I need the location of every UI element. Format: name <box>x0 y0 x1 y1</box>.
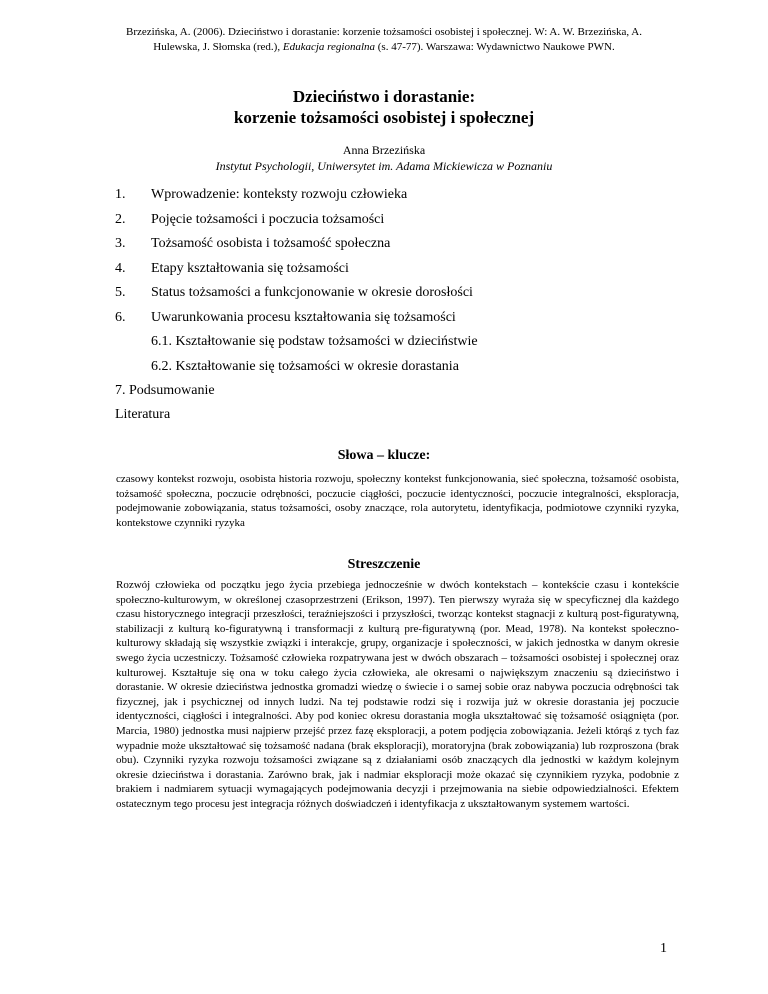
toc-subitem-6-1: 6.1. Kształtowanie się podstaw tożsamości w dzieciństwie <box>151 334 478 349</box>
keywords-text: czasowy kontekst rozwoju, osobista historia rozwoju, społeczny kontekst funkcjonowania, sieć społeczna, tożsamość osobista, tożsamość społeczna, poczucie odrębności, poczucie ciągłości, poczucie identyczności, poczucie integralności, eksploracja, podejmowanie zobowiązania, status tożsamości, osoby znaczące, rola autorytetu, identyfikacja, podmiotowe czynniki ryzyka, kontekstowe czynniki ryzyka <box>116 473 679 529</box>
author-name: Anna Brzezińska <box>342 143 426 157</box>
toc-literature: Literatura <box>115 407 171 422</box>
toc-item-text: Etapy kształtowania się tożsamości <box>151 261 349 276</box>
page-number: 1 <box>660 941 667 956</box>
abstract-text: Rozwój człowieka od początku jego życia przebiega jednocześnie w dwóch kontekstach – kontekście czasu i kontekście społeczno-kulturowym, w określonej czasoprzestrzeni (Erikson, 1997). Ten pierwszy wyraża się w specyficznej dla każdego czasu historycznego integracji przeszłości, teraźniejszości i przyszłości, tworząc kontekst stagnacji z kulturą post-figuratywną, stabilizacji z kulturą ko-figuratywną i transformacji z kulturą pre-figuratywną (por. Mead, 1978). Na kontekst społeczno-kulturowy składają się wszystkie związki i interakcje, grupy, organizacje i społeczności, w jakich jednostka w danym okresie swego życia uczestniczy. Tożsamość człowieka rozpatrywana jest w dwóch obszarach – tożsamości osobistej i społecznej oraz kulturowej. Kształtuje się ona w toku całego życia człowieka, ale okresami o największym znaczeniu są dzieciństwo i dorastanie. W okresie dzieciństwa jednostka gromadzi wiedzę o świecie i o samej sobie oraz nabywa poczucia odrębności tak fizycznej, jak i psychicznej od innych ludzi. Na tej podstawie rodzi się i rozwija już w okresie dorastania jej poczucie identyczności, ciągłości i integralności. Aby pod koniec okresu dorastania mogła ukształtować się tożsamość osiągnięta (por. Marcia, 1980) jednostka musi najpierw przejść przez fazę eksploracji, a potem podjęcia zobowiązania. Jeżeli którąś z tych faz wypadnie może ukształtować się tożsamość nadana (brak eksploracji), moratoryjna (brak zobowiązania) lub rozproszona (brak obu). Czynniki ryzyka rozwoju tożsamości związane są z działaniami osób znaczących dla jednostki w każdym kolejnym okresie dzieciństwa i dorastania. Zarówno brak, jak i nadmiar eksploracji może okazać się czynnikiem ryzyka, podobnie z brakiem i nadmiarem sytuacji wymagających podejmowania decyzji i przejmowania na siebie odpowiedzialności. Efektem ostatecznym tego procesu jest integracja różnych doświadczeń i identyfikacja z ukształtowanym systemem wartości. <box>116 579 679 810</box>
toc-summary: 7. Podsumowanie <box>115 383 215 398</box>
citation-line-2-end: (s. 47-77). Warszawa: Wydawnictwo Naukowe PWN. <box>375 41 615 53</box>
toc-item-number: 5. <box>115 285 126 300</box>
toc-item-number: 3. <box>115 236 126 251</box>
author-block <box>100 142 668 174</box>
citation-book-title: Edukacja regionalna <box>282 41 376 53</box>
toc-item-text: Wprowadzenie: konteksty rozwoju człowieka <box>151 187 408 202</box>
toc-item-number: 6. <box>115 310 126 325</box>
keywords-heading: Słowa – klucze: <box>337 448 431 463</box>
author-institution: Instytut Psychologii, Uniwersytet im. Adama Mickiewicza w Poznaniu <box>215 159 553 173</box>
toc-item-number: 1. <box>115 187 126 202</box>
toc-item-number: 4. <box>115 261 126 276</box>
citation-line-2 <box>100 40 668 55</box>
header-citation <box>100 25 668 55</box>
toc-item-text: Status tożsamości a funkcjonowanie w okresie dorosłości <box>151 285 473 300</box>
abstract-heading: Streszczenie <box>347 557 421 572</box>
title-line-1: Dzieciństwo i dorastanie: <box>292 87 476 106</box>
title-line-2: korzenie tożsamości osobistej i społecznej <box>233 108 535 127</box>
toc-subitem-6-2: 6.2. Kształtowanie się tożsamości w okresie dorastania <box>151 359 459 374</box>
toc-item-text: Pojęcie tożsamości i poczucia tożsamości <box>151 212 385 227</box>
citation-line-1: Brzezińska, A. (2006). Dzieciństwo i dorastanie: korzenie tożsamości osobistej i społecznej. W: A. W. Brzezińska, A. <box>126 26 642 38</box>
paper-title <box>100 86 668 128</box>
toc-item-text: Tożsamość osobista i tożsamość społeczna <box>151 236 391 251</box>
citation-line-2-start: Hulewska, J. Słomska (red.), <box>153 41 283 53</box>
toc-item-number: 2. <box>115 212 126 227</box>
toc-item-text: Uwarunkowania procesu kształtowania się tożsamości <box>151 310 456 325</box>
